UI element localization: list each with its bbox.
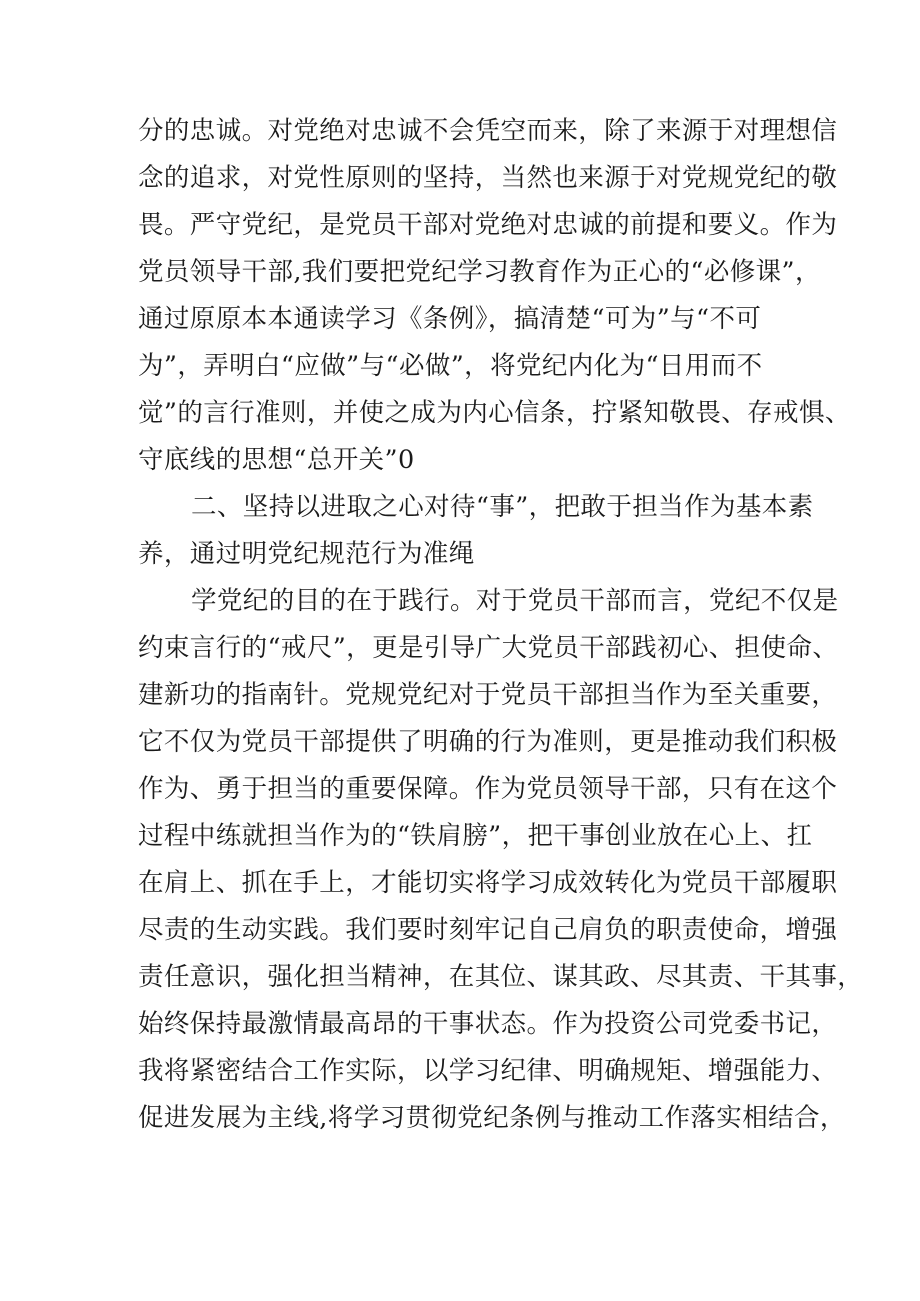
text-line: 过程中练就担当作为的“铁肩膀”，把干事创业放在心上、扛 <box>138 821 813 851</box>
text-line: 分的忠诚。对党绝对忠诚不会凭空而来，除了来源于对理想信 <box>138 116 838 146</box>
text-line: 约束言行的“戒尺”，更是引导广大党员干部践初心、担使命、 <box>138 633 839 663</box>
text-line: 觉”的言行准则，并使之成为内心信条，拧紧知敬畏、存戒惧、 <box>138 398 851 428</box>
text-line: 它不仅为党员干部提供了明确的行为准则，更是推动我们积极 <box>138 727 838 757</box>
paragraph-loyalty <box>138 108 851 484</box>
text-line: 党员领导干部,我们要把党纪学习教育作为正心的“必修课”， <box>138 257 821 287</box>
text-line: 尽责的生动实践。我们要时刻牢记自己肩负的职责使命，增强 <box>138 915 838 945</box>
text-line: 建新功的指南针。党规党纪对于党员干部担当作为至关重要， <box>138 680 838 710</box>
text-line: 学党纪的目的在于践行。对于党员干部而言，党纪不仅是 <box>191 586 839 616</box>
heading-line: 养，通过明党纪规范行为准绳 <box>138 539 475 569</box>
text-line: 责任意识，强化担当精神，在其位、谋其政、尽其责、干其事， <box>138 962 864 992</box>
text-line: 守底线的思想“总开关”0 <box>138 445 415 475</box>
text-line: 为”，弄明白“应做”与“必做”，将党纪内化为“日用而不 <box>138 351 763 381</box>
text-line: 念的追求，对党性原则的坚持，当然也来源于对党规党纪的敬 <box>138 163 838 193</box>
text-line: 我将紧密结合工作实际，以学习纪律、明确规矩、增强能力、 <box>138 1056 838 1086</box>
paragraph-practice <box>138 578 864 1142</box>
text-line: 始终保持最激情最高昂的干事状态。作为投资公司党委书记， <box>138 1009 838 1039</box>
text-line: 促进发展为主线,将学习贯彻党纪条例与推动工作落实相结合， <box>138 1103 846 1133</box>
text-line: 在肩上、抓在手上，才能切实将学习成效转化为党员干部履职 <box>138 868 838 898</box>
document-body <box>138 108 864 1142</box>
text-line: 通过原原本本通读学习《条例》，搞清楚“可为”与“不可 <box>138 304 762 334</box>
text-line: 畏。严守党纪，是党员干部对党绝对忠诚的前提和要义。作为 <box>138 210 838 240</box>
text-line: 作为、勇于担当的重要保障。作为党员领导干部，只有在这个 <box>138 774 838 804</box>
section-heading-2 <box>138 484 814 578</box>
heading-line: 二、坚持以进取之心对待“事”，把敢于担当作为基本素 <box>191 492 814 522</box>
